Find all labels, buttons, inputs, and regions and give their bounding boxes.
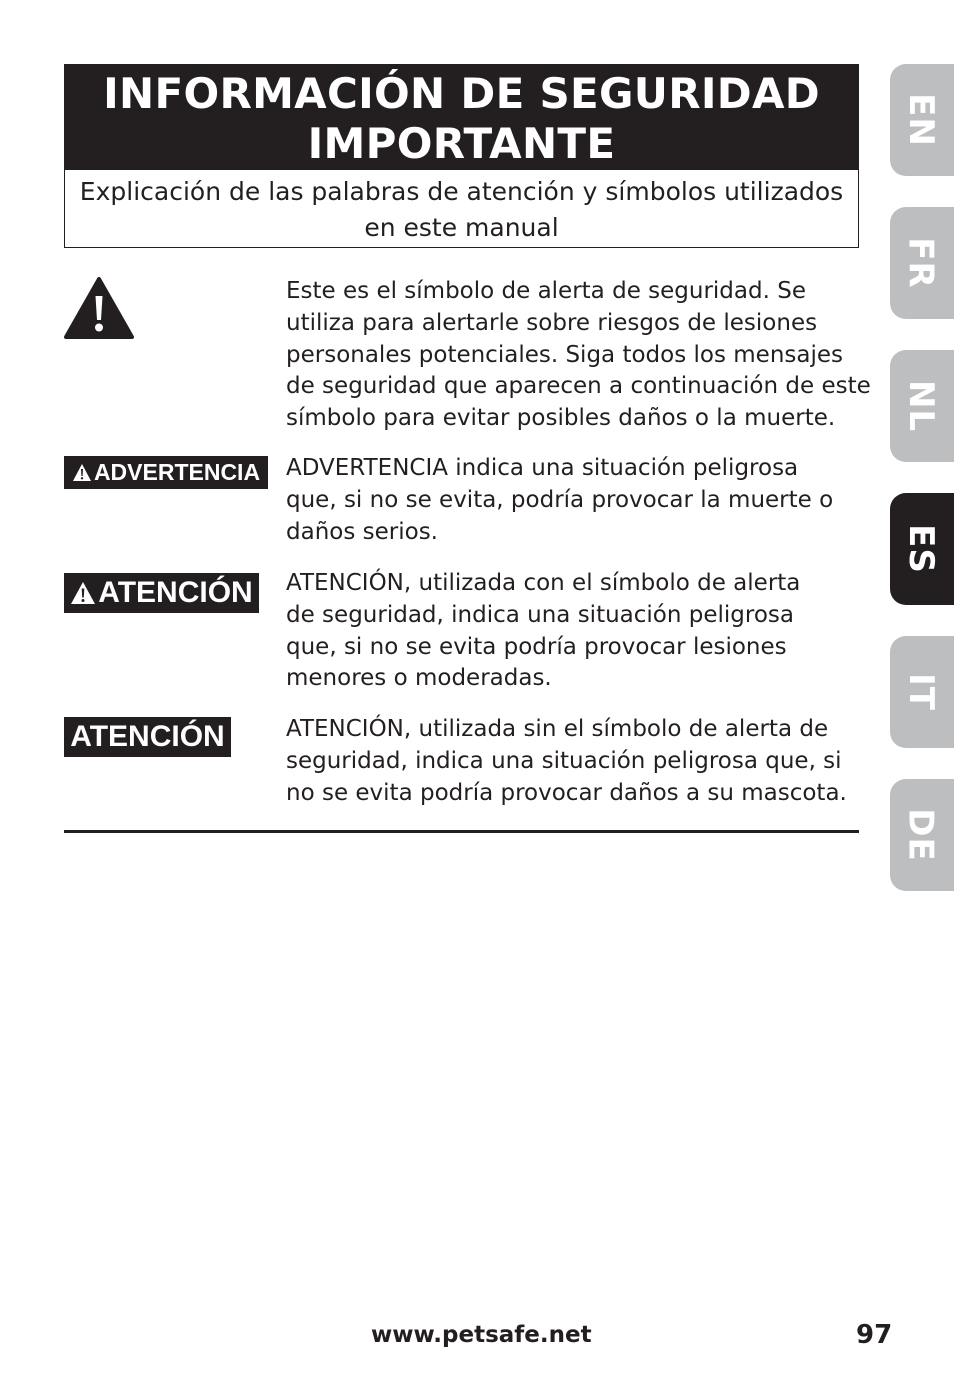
- language-tab-label: DE: [900, 808, 941, 862]
- description-line: seguridad, indica una situación peligrosa que, si: [286, 747, 842, 774]
- language-tab-nl[interactable]: [890, 350, 954, 462]
- description-line: de seguridad que aparecen a continuación de este: [286, 373, 871, 400]
- description-line: no se evita podría provocar daños a su mascota.: [286, 779, 847, 806]
- section-divider: [64, 830, 859, 833]
- page-number: 97: [856, 1320, 893, 1350]
- page-title: [65, 65, 858, 170]
- atencion-symbol-signal-label: [64, 573, 259, 613]
- atencion-plain-signal-text: ATENCIÓN: [70, 720, 225, 753]
- description-line: símbolo para evitar posibles daños o la muerte.: [286, 405, 836, 432]
- language-tab-en[interactable]: [890, 64, 954, 176]
- page-subtitle-line-2: en este manual: [364, 213, 559, 242]
- language-tab-it[interactable]: [890, 636, 954, 748]
- language-tab-es[interactable]: [890, 493, 954, 605]
- safety-alert-description: [286, 276, 871, 435]
- language-tab-label: FR: [901, 237, 941, 289]
- atencion-with-symbol-description: [286, 568, 861, 695]
- language-tab-label: EN: [901, 93, 941, 147]
- language-tab-de[interactable]: [890, 779, 954, 891]
- language-tab-fr[interactable]: [890, 207, 954, 319]
- page-subtitle-line-1: Explicación de las palabras de atención y símbolos utilizados: [79, 177, 844, 206]
- description-line: ADVERTENCIA indica una situación peligrosa: [286, 455, 799, 481]
- title-box: [64, 64, 859, 248]
- description-line: utiliza para alertarle sobre riesgos de lesiones: [286, 309, 818, 336]
- description-line: daños serios.: [286, 518, 438, 545]
- description-line: que, si no se evita podría provocar lesiones: [286, 633, 787, 660]
- advertencia-signal-label: [64, 456, 268, 489]
- description-line: ATENCIÓN, utilizada con el símbolo de alerta: [286, 570, 801, 596]
- description-line: personales potenciales. Siga todos los mensajes: [286, 341, 843, 368]
- page-title-line-2: IMPORTANTE: [307, 119, 616, 168]
- atencion-symbol-signal-text: ATENCIÓN: [98, 576, 253, 609]
- mini-alert-triangle-icon: [72, 463, 92, 482]
- language-tab-label: IT: [901, 673, 941, 711]
- description-line: Este es el símbolo de alerta de seguridad. Se: [286, 278, 806, 304]
- mini-alert-triangle-icon: [70, 581, 96, 605]
- page-title-line-1: INFORMACIÓN DE SEGURIDAD: [103, 69, 820, 118]
- description-line: de seguridad, indica una situación peligrosa: [286, 601, 794, 628]
- atencion-without-symbol-description: [286, 714, 861, 809]
- advertencia-description: [286, 453, 861, 548]
- safety-alert-triangle-icon: [64, 276, 134, 340]
- description-line: que, si no se evita, podría provocar la muerte o: [286, 486, 834, 513]
- description-line: ATENCIÓN, utilizada sin el símbolo de alerta de: [286, 716, 829, 742]
- advertencia-signal-text: ADVERTENCIA: [93, 459, 261, 485]
- page-subtitle: [65, 170, 858, 246]
- footer-website-url: www.petsafe.net: [371, 1322, 592, 1348]
- language-tab-label: NL: [901, 379, 941, 433]
- description-line: menores o moderadas.: [286, 665, 552, 692]
- language-tab-label: ES: [901, 524, 941, 574]
- atencion-plain-signal-label: [64, 717, 231, 757]
